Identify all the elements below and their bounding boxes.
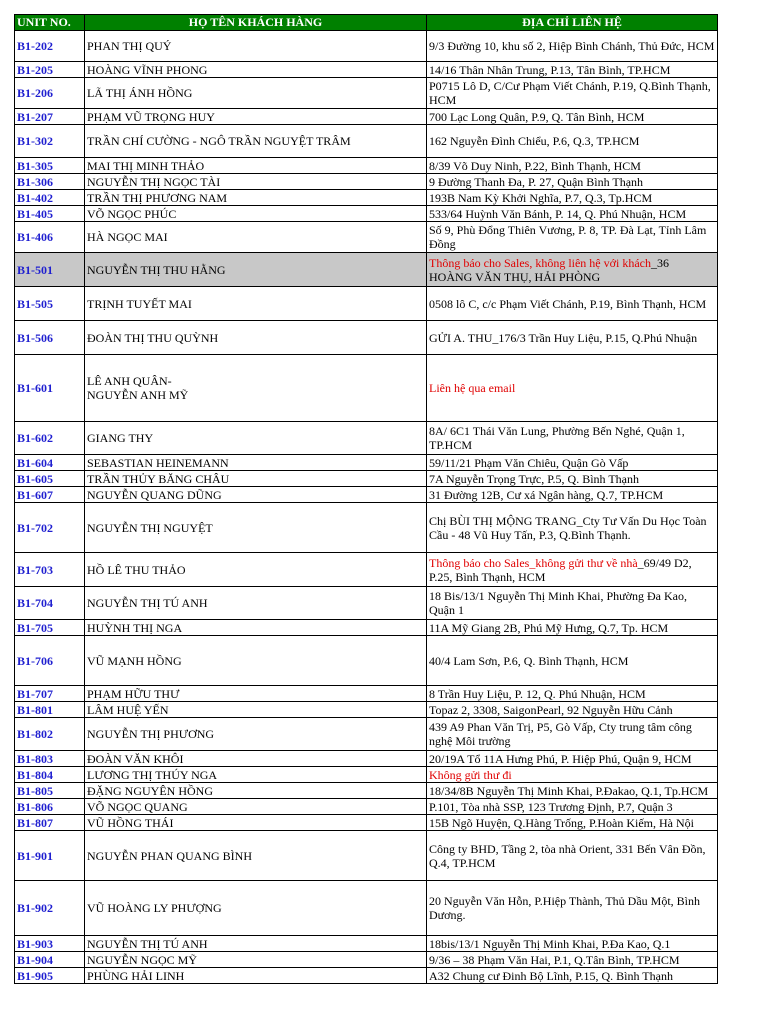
name-cell: TRỊNH TUYẾT MAI (85, 287, 427, 321)
name-cell: ĐẶNG NGUYÊN HỒNG (85, 783, 427, 799)
address-note: Không gửi thư đi (429, 767, 512, 782)
unit-cell: B1-904 (15, 952, 85, 968)
table-row (15, 831, 718, 881)
address-cell (427, 936, 718, 952)
unit-cell: B1-803 (15, 751, 85, 767)
name-cell: NGUYỄN THỊ NGỌC TÀI (85, 174, 427, 190)
address-text: 20/19A Tổ 11A Hưng Phú, P. Hiệp Phú, Quận 9, HCM (429, 751, 692, 766)
name-cell: LÂM HUỆ YẾN (85, 702, 427, 718)
name-cell: NGUYỄN THỊ TÚ ANH (85, 587, 427, 620)
table-row (15, 553, 718, 587)
name-cell: NGUYỄN THỊ NGUYỆT (85, 503, 427, 553)
unit-cell: B1-707 (15, 686, 85, 702)
address-text: 439 A9 Phan Văn Trị, P5, Gò Vấp, Cty trung tâm công nghệ Môi trường (429, 720, 692, 748)
address-text: P0715 Lô D, C/Cư Phạm Viết Chánh, P.19, Q.Bình Thạnh, HCM (429, 79, 711, 107)
address-text: P.101, Tòa nhà SSP, 123 Trương Định, P.7, Quận 3 (429, 799, 673, 814)
address-cell (427, 952, 718, 968)
unit-cell: B1-601 (15, 355, 85, 422)
unit-cell: B1-704 (15, 587, 85, 620)
name-cell: TRẦN THỊ PHƯƠNG NAM (85, 190, 427, 206)
unit-cell: B1-501 (15, 253, 85, 287)
table-row (15, 422, 718, 455)
unit-cell: B1-605 (15, 471, 85, 487)
address-text: 9 Đường Thanh Đa, P. 27, Quận Bình Thạnh (429, 174, 644, 189)
table-row (15, 31, 718, 62)
address-text: 59/11/21 Phạm Văn Chiêu, Quận Gò Vấp (429, 455, 629, 470)
table-row (15, 222, 718, 253)
address-cell (427, 503, 718, 553)
address-text: _36 HOÀNG VĂN THỤ, HẢI PHÒNG (429, 255, 669, 284)
name-cell: PHAN THỊ QUÝ (85, 31, 427, 62)
address-text: 40/4 Lam Sơn, P.6, Q. Bình Thạnh, HCM (429, 653, 629, 668)
table-row (15, 815, 718, 831)
name-cell: NGUYỄN NGỌC MỸ (85, 952, 427, 968)
address-text: Chị BÙI THỊ MỘNG TRANG_Cty Tư Vấn Du Học Toàn Cầu - 48 Vũ Huy Tấn, P.3, Q.Bình Thạnh. (429, 513, 707, 542)
table-row (15, 751, 718, 767)
address-cell (427, 355, 718, 422)
address-cell (427, 686, 718, 702)
unit-cell: B1-804 (15, 767, 85, 783)
address-cell (427, 471, 718, 487)
unit-cell: B1-405 (15, 206, 85, 222)
address-cell (427, 253, 718, 287)
address-cell (427, 190, 718, 206)
address-text: 533/64 Huỳnh Văn Bánh, P. 14, Q. Phú Nhuận, HCM (429, 206, 687, 221)
table-row (15, 881, 718, 936)
address-cell (427, 206, 718, 222)
table-row (15, 174, 718, 190)
header-unit: UNIT NO. (15, 15, 85, 31)
table-row (15, 936, 718, 952)
address-text: 162 Nguyễn Đình Chiểu, P.6, Q.3, TP.HCM (429, 134, 640, 148)
name-cell: MAI THỊ MINH THẢO (85, 158, 427, 174)
address-text: A32 Chung cư Đinh Bộ Lĩnh, P.15, Q. Bình Thạnh (429, 968, 673, 983)
address-cell (427, 487, 718, 503)
address-text: 193B Nam Kỳ Khởi Nghĩa, P.7, Q.3, Tp.HCM (429, 190, 653, 205)
address-cell (427, 62, 718, 78)
name-cell: NGUYỄN QUANG DŨNG (85, 487, 427, 503)
address-text: 18bis/13/1 Nguyễn Thị Minh Khai, P.Đa Kao, Q.1 (429, 936, 671, 951)
address-cell (427, 783, 718, 799)
name-cell: LƯƠNG THỊ THÚY NGA (85, 767, 427, 783)
address-cell (427, 620, 718, 636)
unit-cell: B1-402 (15, 190, 85, 206)
unit-cell: B1-901 (15, 831, 85, 881)
table-row (15, 206, 718, 222)
name-cell: LÃ THỊ ÁNH HỒNG (85, 78, 427, 109)
unit-cell: B1-807 (15, 815, 85, 831)
header-address: ĐỊA CHỈ LIÊN HỆ (427, 15, 718, 31)
name-cell: NGUYỄN THỊ TÚ ANH (85, 936, 427, 952)
unit-cell: B1-703 (15, 553, 85, 587)
table-row (15, 686, 718, 702)
address-cell (427, 968, 718, 984)
address-text: 9/3 Đường 10, khu số 2, Hiệp Bình Chánh, Thủ Đức, HCM (429, 39, 715, 53)
name-cell: LÊ ANH QUÂN- NGUYỄN ANH MỸ (85, 355, 427, 422)
table-row (15, 620, 718, 636)
address-cell (427, 702, 718, 718)
address-text: Công ty BHD, Tầng 2, tòa nhà Orient, 331 Bến Vân Đồn, Q.4, TP.HCM (429, 841, 706, 870)
name-cell: ĐOÀN VĂN KHÔI (85, 751, 427, 767)
address-cell (427, 125, 718, 158)
unit-cell: B1-805 (15, 783, 85, 799)
table-row (15, 503, 718, 553)
address-text: Số 9, Phù Đổng Thiên Vương, P. 8, TP. Đà Lạt, Tỉnh Lâm Đồng (429, 223, 707, 251)
address-cell (427, 455, 718, 471)
unit-cell: B1-702 (15, 503, 85, 553)
address-cell (427, 815, 718, 831)
address-cell (427, 321, 718, 355)
name-cell: VŨ HOÀNG LY PHƯỢNG (85, 881, 427, 936)
name-cell: HỒ LÊ THU THẢO (85, 553, 427, 587)
name-cell: HOÀNG VĨNH PHONG (85, 62, 427, 78)
table-row (15, 952, 718, 968)
address-cell (427, 831, 718, 881)
unit-cell: B1-506 (15, 321, 85, 355)
name-cell: HUỲNH THỊ NGA (85, 620, 427, 636)
unit-cell: B1-607 (15, 487, 85, 503)
address-note: Thông báo cho Sales, không liên hệ với khách (429, 255, 651, 270)
unit-cell: B1-207 (15, 109, 85, 125)
name-cell: VÕ NGỌC QUANG (85, 799, 427, 815)
unit-cell: B1-705 (15, 620, 85, 636)
address-text: GỬI A. THU_176/3 Trần Huy Liệu, P.15, Q.Phú Nhuận (429, 330, 698, 345)
address-text: Topaz 2, 3308, SaigonPearl, 92 Nguyễn Hữu Cảnh (429, 702, 673, 717)
unit-cell: B1-205 (15, 62, 85, 78)
address-text: 700 Lạc Long Quân, P.9, Q. Tân Bình, HCM (429, 109, 645, 124)
address-text: 0508 lô C, c/c Phạm Viết Chánh, P.19, Bình Thạnh, HCM (429, 296, 707, 311)
table-row (15, 783, 718, 799)
table-row (15, 471, 718, 487)
unit-cell: B1-604 (15, 455, 85, 471)
table-row (15, 455, 718, 471)
table-row (15, 109, 718, 125)
address-cell (427, 767, 718, 783)
address-cell (427, 158, 718, 174)
header-row (15, 15, 718, 31)
table-row (15, 799, 718, 815)
address-cell (427, 222, 718, 253)
address-cell (427, 553, 718, 587)
name-cell: SEBASTIAN HEINEMANN (85, 455, 427, 471)
unit-cell: B1-905 (15, 968, 85, 984)
unit-cell: B1-505 (15, 287, 85, 321)
unit-cell: B1-806 (15, 799, 85, 815)
address-note: Liên hệ qua email (429, 381, 516, 395)
table-row (15, 355, 718, 422)
address-text: 11A Mỹ Giang 2B, Phú Mỹ Hưng, Q.7, Tp. HCM (429, 620, 669, 635)
name-cell: PHÙNG HẢI LINH (85, 968, 427, 984)
unit-cell: B1-302 (15, 125, 85, 158)
unit-cell: B1-802 (15, 718, 85, 751)
name-cell: NGUYỄN THỊ PHƯƠNG (85, 718, 427, 751)
address-text: 15B Ngõ Huyện, Q.Hàng Trống, P.Hoàn Kiếm, Hà Nội (429, 815, 694, 830)
table-row (15, 968, 718, 984)
address-cell (427, 799, 718, 815)
address-cell (427, 287, 718, 321)
address-cell (427, 718, 718, 751)
address-text: 18/34/8B Nguyễn Thị Minh Khai, P.Đakao, Q.1, Tp.HCM (429, 783, 709, 798)
table-row (15, 190, 718, 206)
address-cell (427, 174, 718, 190)
header-name: HỌ TÊN KHÁCH HÀNG (85, 15, 427, 31)
address-cell (427, 31, 718, 62)
name-cell: NGUYỄN PHAN QUANG BÌNH (85, 831, 427, 881)
table-row (15, 287, 718, 321)
address-cell (427, 636, 718, 686)
address-text: 8 Trần Huy Liệu, P. 12, Q. Phú Nhuận, HCM (429, 686, 646, 701)
unit-cell: B1-306 (15, 174, 85, 190)
unit-cell: B1-206 (15, 78, 85, 109)
name-cell: VÕ NGỌC PHÚC (85, 206, 427, 222)
table-row (15, 62, 718, 78)
address-text: 7A Nguyễn Trọng Trực, P.5, Q. Bình Thạnh (429, 471, 639, 486)
table-row (15, 78, 718, 109)
table-row (15, 767, 718, 783)
table-row (15, 125, 718, 158)
address-text: 8A/ 6C1 Thái Văn Lung, Phường Bến Nghé, Quận 1, TP.HCM (429, 424, 685, 452)
table-row (15, 702, 718, 718)
address-text: 14/16 Thân Nhân Trung, P.13, Tân Bình, TP.HCM (429, 62, 671, 77)
table-row (15, 718, 718, 751)
address-text: 31 Đường 12B, Cư xá Ngân hàng, Q.7, TP.HCM (429, 487, 664, 502)
name-cell: TRẦN THỦY BĂNG CHÂU (85, 471, 427, 487)
address-text: 20 Nguyễn Văn Hỗn, P.Hiệp Thành, Thủ Dầu Một, Bình Dương. (429, 894, 700, 922)
address-cell (427, 422, 718, 455)
address-cell (427, 881, 718, 936)
name-cell: VŨ MẠNH HỒNG (85, 636, 427, 686)
address-cell (427, 751, 718, 767)
unit-cell: B1-706 (15, 636, 85, 686)
name-cell: GIANG THY (85, 422, 427, 455)
unit-cell: B1-902 (15, 881, 85, 936)
address-text: _69/49 D2, P.25, Bình Thạnh, HCM (429, 555, 692, 584)
address-cell (427, 78, 718, 109)
unit-cell: B1-305 (15, 158, 85, 174)
address-cell (427, 109, 718, 125)
table-row (15, 321, 718, 355)
address-text: 8/39 Võ Duy Ninh, P.22, Bình Thạnh, HCM (429, 158, 641, 173)
name-cell: PHẠM HỮU THƯ (85, 686, 427, 702)
table-row (15, 253, 718, 287)
table-row (15, 636, 718, 686)
address-text: 18 Bis/13/1 Nguyễn Thị Minh Khai, Phường Đa Kao, Quận 1 (429, 589, 687, 617)
name-cell: HÀ NGỌC MAI (85, 222, 427, 253)
unit-cell: B1-406 (15, 222, 85, 253)
address-cell (427, 587, 718, 620)
name-cell: NGUYỄN THỊ THU HẰNG (85, 253, 427, 287)
customer-table (14, 14, 718, 984)
name-cell: ĐOÀN THỊ THU QUỲNH (85, 321, 427, 355)
address-note: Thông báo cho Sales_không gửi thư về nhà (429, 555, 638, 570)
name-cell: TRẦN CHÍ CƯỜNG - NGÔ TRẦN NGUYỆT TRÂM (85, 125, 427, 158)
unit-cell: B1-202 (15, 31, 85, 62)
name-cell: VŨ HỒNG THÁI (85, 815, 427, 831)
unit-cell: B1-602 (15, 422, 85, 455)
unit-cell: B1-903 (15, 936, 85, 952)
name-cell: PHẠM VŨ TRỌNG HUY (85, 109, 427, 125)
address-text: 9/36 – 38 Phạm Văn Hai, P.1, Q.Tân Bình, TP.HCM (429, 952, 680, 967)
table-row (15, 587, 718, 620)
table-row (15, 487, 718, 503)
unit-cell: B1-801 (15, 702, 85, 718)
table-row (15, 158, 718, 174)
